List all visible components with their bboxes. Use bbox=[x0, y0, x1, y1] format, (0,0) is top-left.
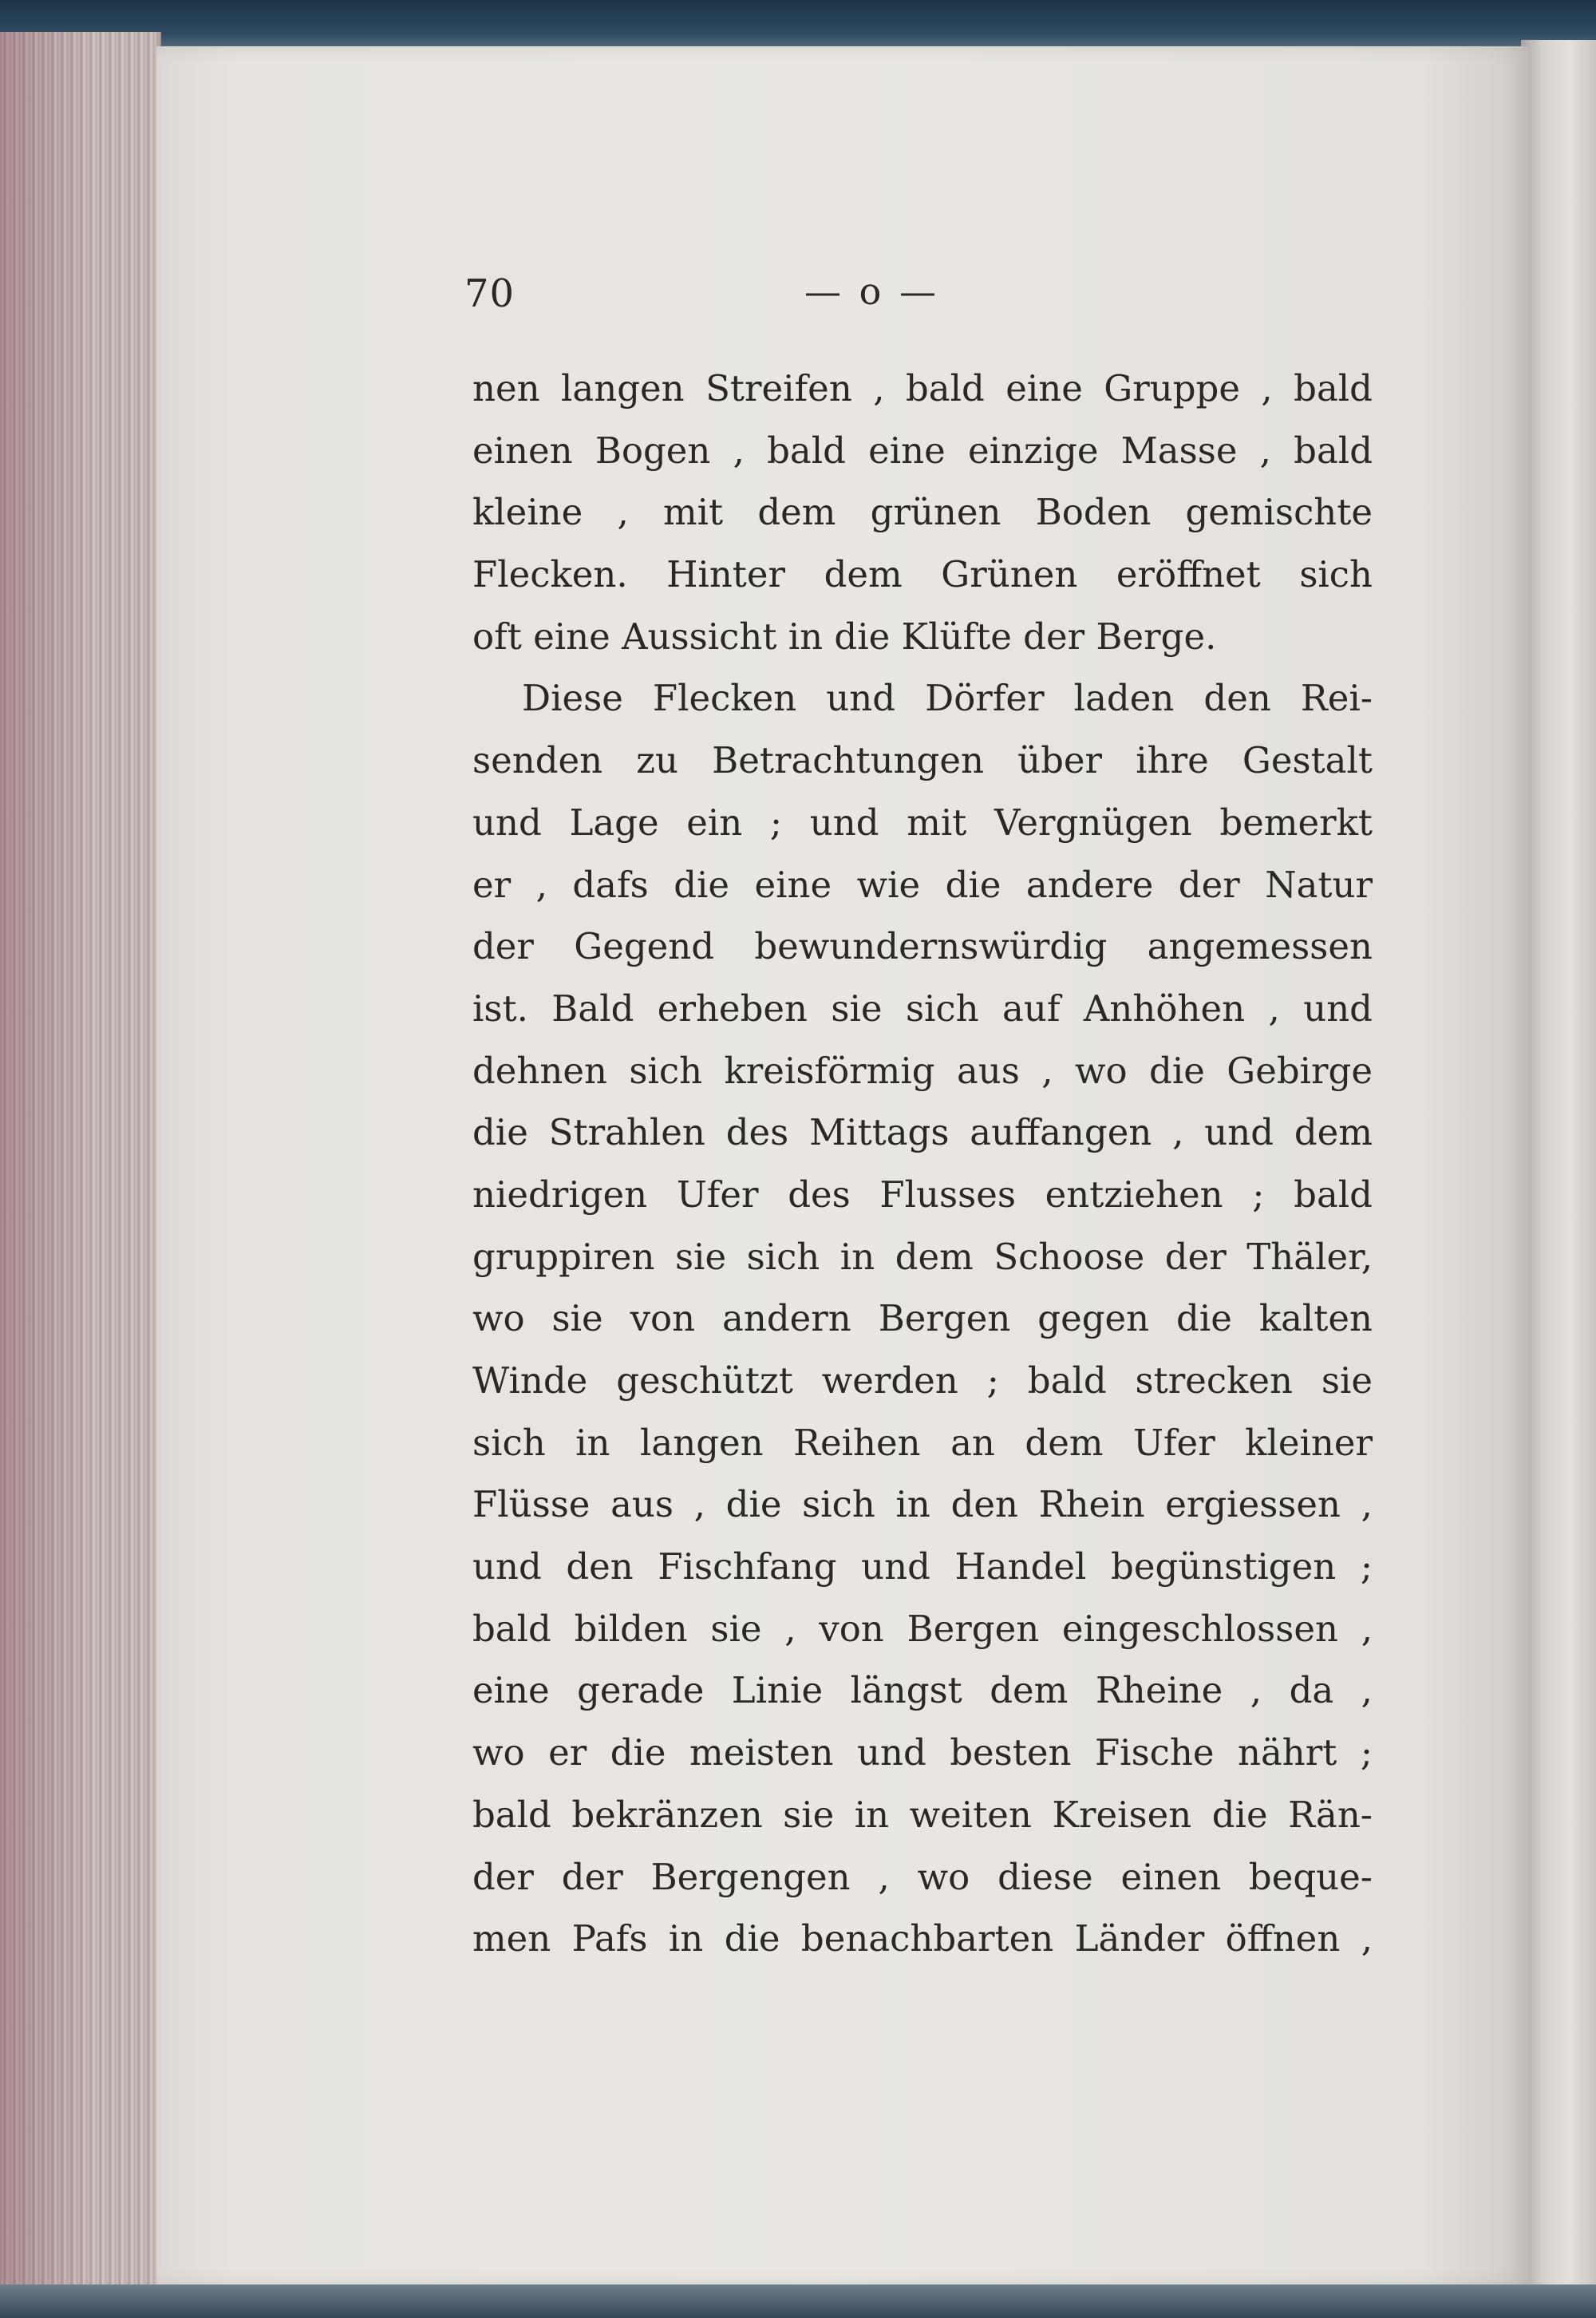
body-text bbox=[472, 358, 1373, 1970]
running-head: — o — bbox=[804, 270, 939, 313]
text-line: wo sie von andern Bergen gegen die kalten bbox=[472, 1297, 1373, 1340]
text-line: oft eine Aussicht in die Klüfte der Berge. bbox=[472, 615, 1217, 658]
text-line: sich in langen Reihen an dem Ufer kleiner bbox=[472, 1421, 1373, 1464]
text-line: dehnen sich kreisförmig aus , wo die Gebirge bbox=[472, 1049, 1373, 1092]
text-line: Diese Flecken und Dörfer laden den Rei- bbox=[522, 677, 1373, 720]
text-line: der Gegend bewundernswürdig angemessen bbox=[472, 925, 1373, 968]
page-header bbox=[461, 263, 1371, 327]
text-line: bald bilden sie , von Bergen eingeschlossen , bbox=[472, 1607, 1373, 1650]
text-line: und Lage ein ; und mit Vergnügen bemerkt bbox=[472, 801, 1373, 844]
page-number: 70 bbox=[464, 271, 516, 316]
text-line: gruppiren sie sich in dem Schoose der Thäler, bbox=[472, 1235, 1373, 1278]
text-line: men Pafs in die benachbarten Länder öffnen , bbox=[472, 1917, 1373, 1960]
page-edges-shade bbox=[0, 32, 160, 2295]
text-line: bald bekränzen sie in weiten Kreisen die Rän- bbox=[472, 1793, 1373, 1836]
text-line: Flecken. Hinter dem Grünen eröffnet sich bbox=[472, 553, 1373, 596]
text-line: senden zu Betrachtungen über ihre Gestalt bbox=[472, 739, 1373, 782]
text-line: kleine , mit dem grünen Boden gemischte bbox=[472, 491, 1373, 534]
text-line: und den Fischfang und Handel begünstigen ; bbox=[472, 1545, 1373, 1588]
text-line: er , dafs die eine wie die andere der Natur bbox=[472, 863, 1373, 906]
text-line: ist. Bald erheben sie sich auf Anhöhen , und bbox=[472, 987, 1373, 1030]
text-line: der der Bergengen , wo diese einen beque- bbox=[472, 1855, 1373, 1898]
scan-bottom-border bbox=[0, 2284, 1596, 2318]
text-line: Winde geschützt werden ; bald strecken sie bbox=[472, 1359, 1373, 1402]
text-line: eine gerade Linie längst dem Rheine , da , bbox=[472, 1669, 1373, 1712]
page-edges-right bbox=[1521, 40, 1596, 2291]
text-line: nen langen Streifen , bald eine Gruppe , bald bbox=[472, 367, 1373, 409]
text-line: einen Bogen , bald eine einzige Masse , bald bbox=[472, 429, 1373, 472]
text-line: niedrigen Ufer des Flusses entziehen ; bald bbox=[472, 1173, 1373, 1216]
text-line: wo er die meisten und besten Fische nährt ; bbox=[472, 1731, 1373, 1774]
text-line: Flüsse aus , die sich in den Rhein ergiessen , bbox=[472, 1483, 1373, 1526]
text-line: die Strahlen des Mittags auffangen , und dem bbox=[472, 1111, 1373, 1154]
